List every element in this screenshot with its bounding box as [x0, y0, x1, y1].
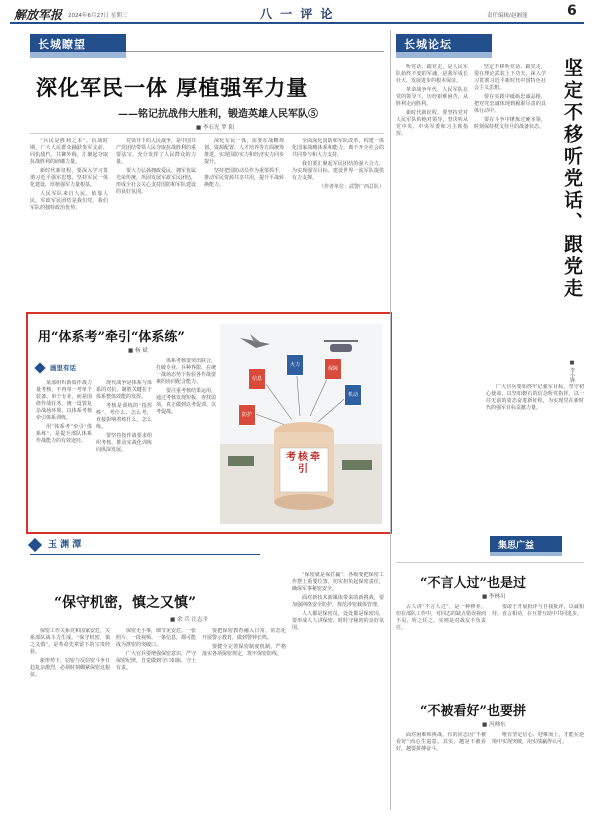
luntan-body: 坚定不移听党话、跟党走，要在理论武装上下功夫，深入学习贯彻习近平新时代中国特色社会主义思想。 要在实践中砥砺忠诚品格，把对党忠诚体现到履职尽责的具体行动中。 要在斗争中锤炼过硬本领，时刻保持枕戈待旦的战备状态。	[474, 64, 546, 130]
vertical-title: 坚定不移听党话、跟党走	[561, 58, 583, 300]
column-divider	[390, 30, 391, 810]
section-kicker: 长城瞭望	[30, 34, 126, 52]
editor-credit: 责任编辑/赵湘蓬	[487, 13, 528, 19]
feature-box	[26, 312, 392, 534]
section-rule	[126, 51, 384, 52]
jisi-byline-1: ■ 李林川	[482, 594, 506, 600]
yyt-rule	[30, 554, 260, 555]
feature-byline: ■ 杨 斌	[128, 348, 148, 354]
yyt-body: 要把保密教育融入日常，常态化开展警示教育，做到警钟长鸣。 要健全完善保密制度机制，严格落实各项保密规定，筑牢保密防线。	[202, 628, 286, 657]
tag-icon	[34, 362, 45, 373]
art-label: 考核牵引	[286, 452, 322, 475]
luntan-body: 听党话、跟党走，是人民军队始终不变的军魂，是我军成长壮大、发展进步的根本保证。 革命战争年代，人民军队在党的领导下，历经艰难困苦，从胜利走向胜利。 新时代新征程，要坚持党对人民军队的绝对领导，坚决听从党中央、中央军委和习主席指挥。	[396, 64, 468, 137]
yyt-body: 保密工作关系党和国家安危，关系部队战斗力生成。“保守机密，慎之又慎”，是革命先辈留下的宝贵经验。 新形势下，窃密与反窃密斗争日趋复杂激烈，必须时刻绷紧保密这根弦。	[30, 628, 110, 678]
section-title: 八 一 评 论	[260, 7, 335, 21]
jisi-rule	[396, 562, 584, 563]
jisi-body-1: 古人讲“不言人过”，是一种修养。但在部队工作中，对同志的缺点错误视而不见、听之任之，实则是对战友不负责任。	[396, 604, 486, 631]
article-body: “兵民是胜利之本”。抗战时期，广大人民群众踊跃参军支前，同仇敌忾、共御外侮，汇聚起夺取抗战胜利的磅礴力量。 新时代新征程，要深入学习贯彻习近平强军思想，坚持军民一体化建设，厚植强军力量根基。 人民军队来自人民、依靠人民，军政军民团结是我们党、我们军队的独特政治优势。	[30, 138, 108, 211]
headline-rule	[30, 133, 384, 134]
page-number: 6	[567, 3, 577, 19]
jisi-body-2: 唯有坚定信心、迎难而上，才能在逆境中实现突破，用实绩赢得认可。	[492, 732, 584, 745]
paper-name: 解放军报	[14, 8, 63, 22]
luntan-kicker: 长城论坛	[396, 34, 492, 52]
yyt-headline: “保守机密，慎之又慎”	[54, 595, 197, 611]
jisi-byline-2: ■ 冯帅东	[482, 722, 506, 728]
yyt-byline: ■ 余 兵 汪志平	[170, 617, 208, 623]
feature-body: 某部组织新质作战力量考核，不再单一考单个装备、单个专业，而是围绕作战任务，统一设置复杂战场环境，以体系考核牵引体系训练。 用“体系考”牵引“体系练”，是提升部队体系作战能力的有效途径。	[36, 380, 92, 444]
card-baozhang: 保障	[324, 358, 342, 380]
jisi-headline-2: “不被看好”也要拼	[420, 704, 526, 719]
feature-body: 现代战争是体系与体系的对抗，制胜关键在于体系整体效能的发挥。 考核是训练的“指挥棒”，考什么、怎么考，直接影响着练什么、怎么练。 要坚持按作战要求组织考核，推动实战化训练向纵深发展。	[96, 380, 152, 453]
article-body: 党领导下的人民战争，是中国共产党团结带领人民夺取抗战胜利的重要法宝，充分发挥了人民群众的力量。 要大力弘扬拥政爱民、拥军优属光荣传统，巩固发展军政军民团结，形成全社会关心支持国防和军队建设的良好氛围。	[116, 138, 196, 195]
luntan-byline: ■ 李小锋	[569, 360, 575, 383]
article-body: 全面深化国防和军队改革，构建一体化国家战略体系和能力，离不开全社会的共同参与和大力支持。 我们要汇聚起军民团结的强大合力，为实现强军目标、建设世界一流军队提供有力支撑。 （作者单位：武警广西总队）	[292, 138, 384, 190]
masthead-rule	[10, 22, 584, 24]
jisi-headline-1: “不言人过”也是过	[420, 576, 526, 591]
luntan-body: 广大官兵要始终牢记强军目标，坚守初心使命，以坚如磐石的信念听党指挥，以一往无前的姿态奋进新征程，为实现党在新时代的强军目标贡献力量。	[486, 384, 584, 411]
yyt-icon	[28, 538, 42, 552]
card-xinxi: 信息	[248, 368, 266, 390]
feature-title: 用“体系考”牵引“体系练”	[38, 330, 185, 345]
jisi-kicker: 集思广益	[490, 536, 562, 552]
main-subheadline: ——铭记抗战伟大胜利，锻造英雄人民军队⑤	[118, 109, 318, 120]
cartoon-illustration	[220, 324, 382, 524]
feature-body: 体系考核要突出联合，打破专业、兵种界限，在统一战场态势下检验各作战要素的协同配合能力。 要注重考核结果运用，通过考核发现短板、查找弱项，真正做到以考促训、以考促战。	[156, 358, 216, 415]
jisi-body-1: 要敢于开展批评与自我批评，以诚相待、直言相劝，在互帮互助中共同进步。	[492, 604, 584, 617]
card-jidong: 机动	[344, 384, 362, 406]
article-body: 深化军民一体，需要在战略规划、资源配置、人才培养等方面统筹推进，实现国防实力和经济实力同步提升。 坚持把国防动员作为重要抓手，推动军民资源共享共用，提升平战转换能力。	[204, 138, 284, 188]
card-huoli: 火力	[286, 354, 304, 376]
jisi-body-2: 面对困难和挑战，有的同志因“不被看好”而心生退意。其实，越是不被看好，越要拼搏奋斗。	[396, 732, 486, 752]
main-headline: 深化军民一体 厚植强军力量	[36, 75, 309, 100]
main-byline: ■ 李石光 罗 阳	[196, 125, 234, 131]
card-fanghu: 防护	[238, 404, 256, 426]
kicker-underline	[30, 52, 126, 58]
yyt-body: 保密无小事，细节见安危。一张照片、一段视频、一条信息，都可能成为泄密的突破口。 广大官兵要增强保密意识，严守保密纪律，自觉做到守口如瓶、守土有责。	[116, 628, 196, 671]
jisi-underline	[490, 552, 562, 556]
yyt-body: “保密就是保打赢”，各级要把保密工作摆上重要位置，切实担负起保密责任，确保军事秘密安全。 面对新技术新媒体带来的新挑战，要加强网络安全防护，规范涉密载体管理。 人人都是保密员，处处都是保密岗，要形成人人讲保密、时时守秘密的良好氛围。	[292, 572, 384, 631]
tag-label: 画里有话	[36, 362, 96, 376]
yyt-kicker: 玉 渊 潭	[48, 540, 82, 550]
issue-date: 2024年6月27日 星期三	[68, 13, 128, 19]
luntan-underline	[396, 52, 492, 58]
